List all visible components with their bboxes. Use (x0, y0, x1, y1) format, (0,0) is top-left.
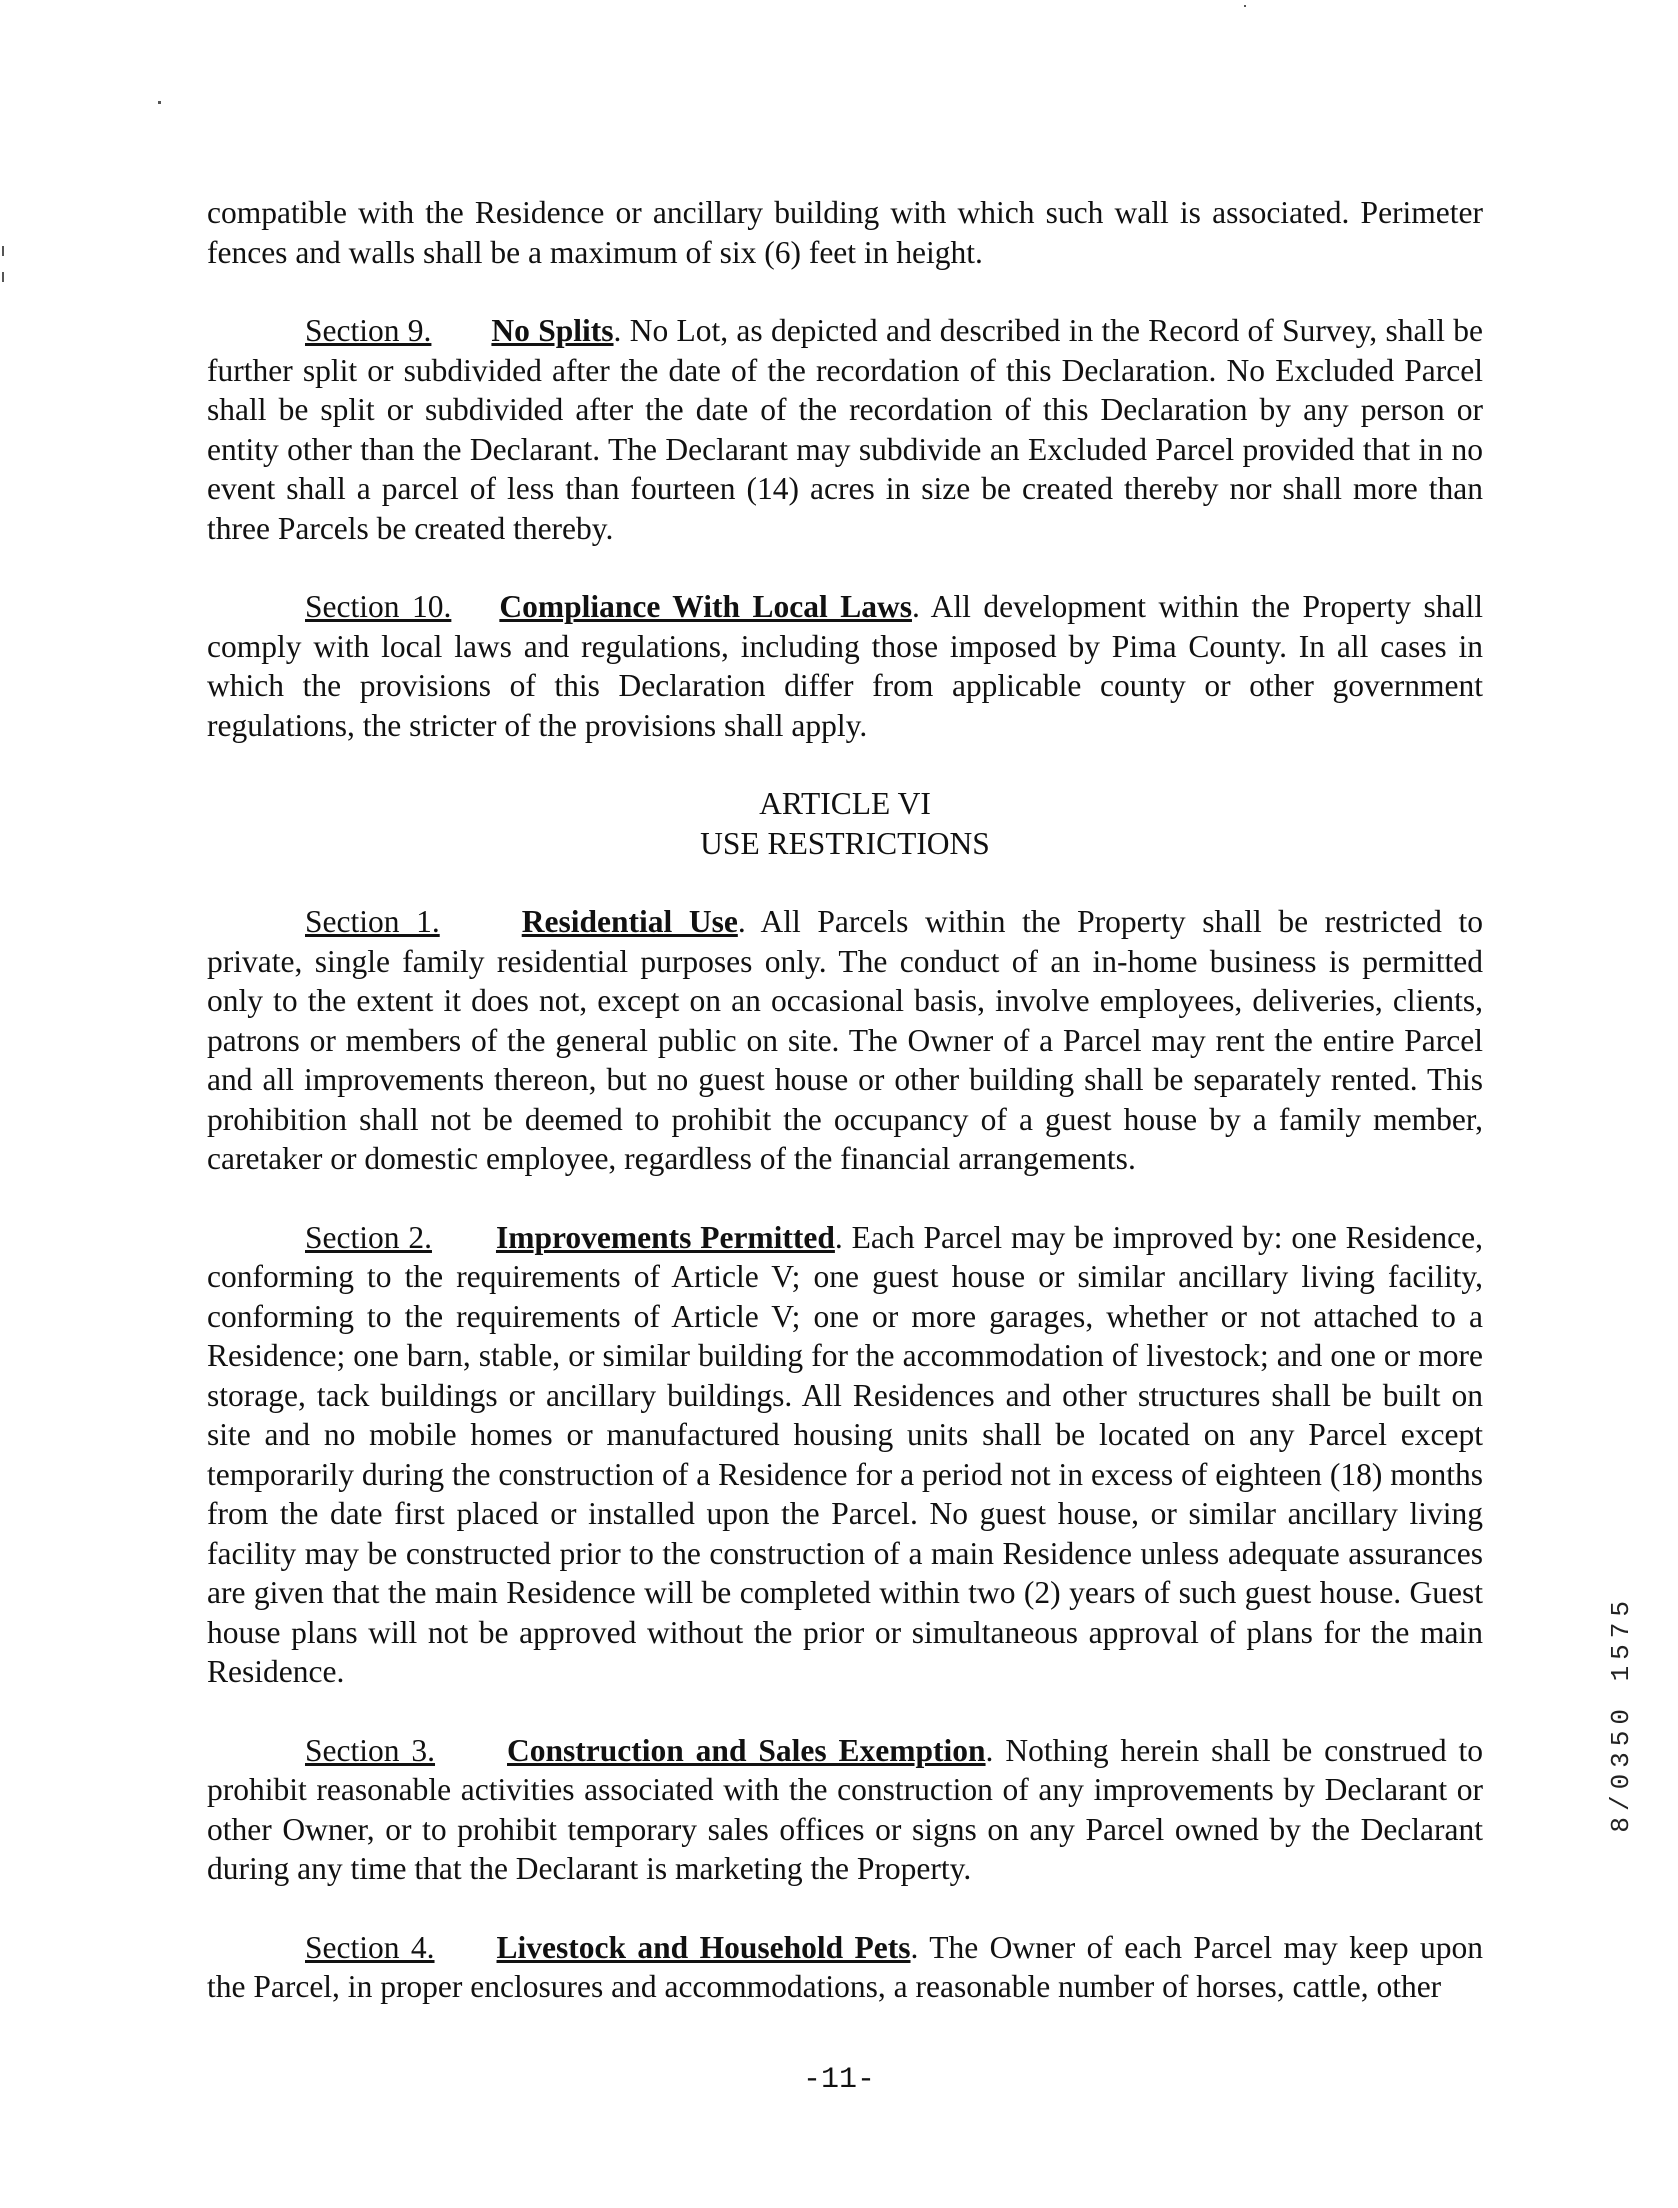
scan-speck (1244, 5, 1246, 7)
section-number: Section 3. (305, 1732, 436, 1768)
section-body: . No Lot, as depicted and described in the Record of Survey, shall be further split or subdivided after the date of the recordation of this Declaration. No Excluded Parcel shall be split or subdivided after the date of the recordation of this Declaration by any person or entity other than the Declarant. The Declarant may subdivide an Excluded Parcel provided that in no event shall a parcel of less than fourteen (14) acres in size be created thereby nor shall more than three Parcels be created thereby. (207, 313, 1483, 546)
section-body: . All Parcels within the Property shall be restricted to private, single family residential purposes only. The conduct of an in-home business is permitted only to the extent it does not, except on an occasional basis, involve employees, deliveries, clients, patrons or members of the general public on site. The Owner of a Parcel may rent the entire Parcel and all improvements thereon, but no guest house or other building shall be separately rented. This prohibition shall not be deemed to prohibit the occupancy of a guest house by a family member, caretaker or domestic employee, regardless of the financial arrangements. (207, 904, 1483, 1176)
page-number: -11- (802, 2063, 875, 2097)
section-number: Section 9. (305, 313, 432, 348)
section-title: Construction and Sales Exemption (507, 1732, 986, 1768)
margin-recording-stamp: 8/0350 1575 (1606, 1595, 1636, 1833)
section-2-paragraph (207, 1218, 1483, 1692)
section-title: Livestock and Household Pets (496, 1929, 911, 1965)
scan-speck (158, 101, 161, 104)
section-number: Section 1. (305, 904, 440, 939)
article-title: USE RESTRICTIONS (700, 826, 990, 861)
section-body: . The Owner of each Parcel may keep upon the Parcel, in proper enclosures and accommodations, a reasonable number of horses, cattle, other (207, 1929, 1483, 2004)
section-1-paragraph (207, 902, 1483, 1179)
section-title: Residential Use (521, 904, 738, 939)
continuation-paragraph: compatible with the Residence or ancillary building with which such wall is associated. Perimeter fences and walls shall be a maximum of six (6) feet in height. (207, 195, 1483, 270)
scan-speck (2, 246, 4, 256)
section-title: Compliance With Local Laws (499, 589, 912, 624)
section-number: Section 10. (305, 589, 452, 624)
section-number: Section 2. (305, 1219, 432, 1255)
article-heading (207, 784, 1483, 864)
section-number: Section 4. (305, 1929, 435, 1965)
section-body: . Nothing herein shall be construed to prohibit reasonable activities associated with the construction of any improvements by Declarant or other Owner, or to prohibit temporary sales offices or signs on any Parcel owned by the Declarant during any time that the Declarant is marketing the Property. (207, 1732, 1483, 1886)
section-title: Improvements Permitted (495, 1219, 835, 1255)
section-title: No Splits (491, 313, 614, 348)
section-body: . All development within the Property shall comply with local laws and regulations, including those imposed by Pima County. In all cases in which the provisions of this Declaration differ from applicable county or other government regulations, the stricter of the provisions shall apply. (207, 589, 1483, 743)
section-10-paragraph (207, 587, 1483, 745)
section-9-paragraph (207, 311, 1483, 548)
section-4-paragraph (207, 1928, 1483, 2007)
section-body: . Each Parcel may be improved by: one Residence, conforming to the requirements of Article V; one guest house or similar ancillary living facility, conforming to the requirements of Article V; one or more garages, whether or not attached to a Residence; one barn, stable, or similar building for the accommodation of livestock; and one or more storage, tack buildings or ancillary buildings. All Residences and other structures shall be built on site and no mobile homes or manufactured housing units shall be located on any Parcel except temporarily during the construction of a Residence for a period not in excess of eighteen (18) months from the date first placed or installed upon the Parcel. No guest house, or similar ancillary living facility may be constructed prior to the construction of a main Residence unless adequate assurances are given that the main Residence will be completed within two (2) years of such guest house. Guest house plans will not be approved without the prior or simultaneous approval of plans for the main Residence. (207, 1219, 1483, 1689)
scan-speck (2, 272, 4, 282)
section-3-paragraph (207, 1731, 1483, 1889)
article-number: ARTICLE VI (759, 786, 931, 821)
document-body (207, 193, 1483, 2046)
